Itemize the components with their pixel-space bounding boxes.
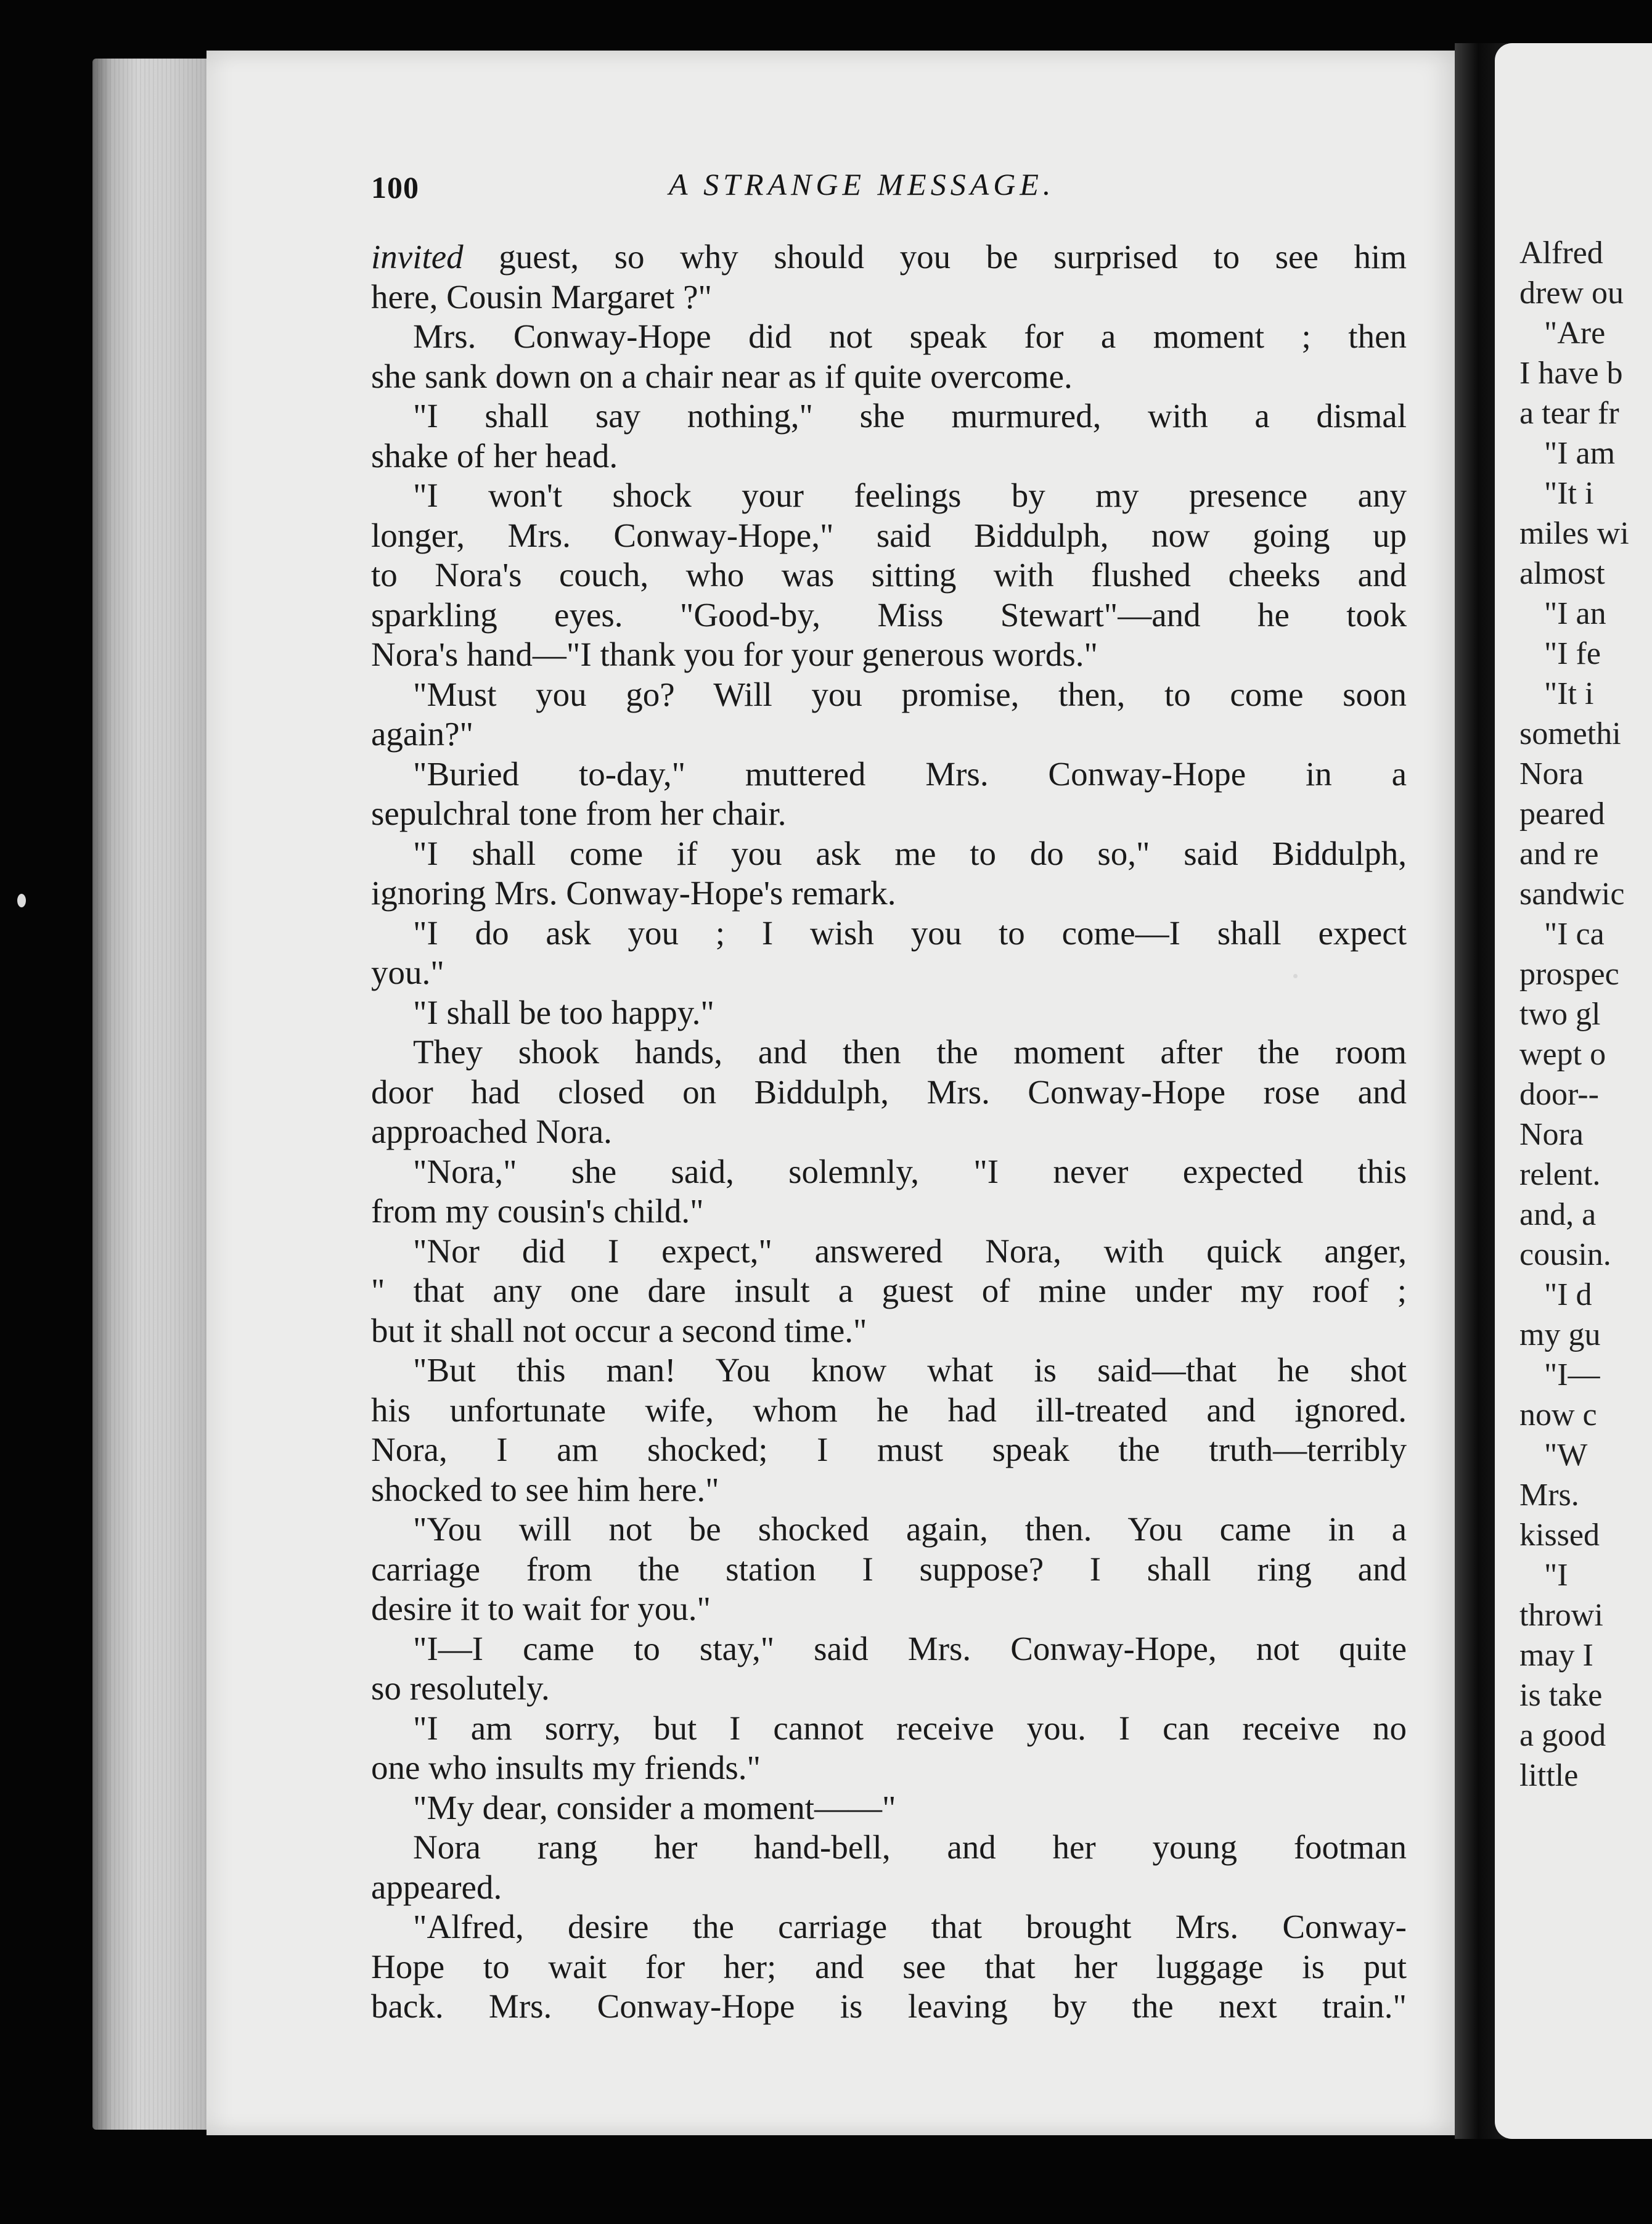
text-line bbox=[371, 794, 1407, 833]
next-page-line: almost bbox=[1519, 556, 1605, 591]
line-text: Hope to wait for her; and see that her luggage is put bbox=[371, 1947, 1407, 1985]
book-page-edges bbox=[92, 59, 222, 2130]
text-line bbox=[371, 1748, 1407, 1788]
line-text: "I shall be too happy." bbox=[413, 993, 714, 1031]
line-text: ignoring Mrs. Conway-Hope's remark. bbox=[371, 874, 896, 912]
text-line bbox=[371, 1629, 1407, 1669]
line-text: Mrs. Conway-Hope did not speak for a moment ; then bbox=[413, 317, 1407, 355]
text-line bbox=[371, 357, 1407, 396]
line-text: so resolutely. bbox=[371, 1669, 550, 1707]
next-page-line: door-- bbox=[1519, 1077, 1599, 1112]
line-text: carriage from the station I suppose? I shall ring and bbox=[371, 1550, 1407, 1588]
line-text: "Buried to-day," muttered Mrs. Conway-Hope in a bbox=[413, 754, 1407, 793]
paper-speck bbox=[1293, 974, 1298, 978]
text-line bbox=[371, 1470, 1407, 1510]
line-text: Nora, I am shocked; I must speak the truth—terribly bbox=[371, 1431, 1407, 1468]
text-line bbox=[371, 1271, 1407, 1310]
next-page-line: a tear fr bbox=[1519, 396, 1619, 431]
next-page-line: Alfred bbox=[1519, 235, 1603, 271]
next-page-line: "I fe bbox=[1544, 636, 1601, 671]
next-page-line: I have b bbox=[1519, 356, 1623, 391]
text-line bbox=[371, 595, 1407, 635]
text-line bbox=[371, 1709, 1407, 1748]
next-page-line: somethi bbox=[1519, 716, 1621, 751]
text-line bbox=[371, 1828, 1407, 1867]
text-line bbox=[371, 1391, 1407, 1430]
text-line bbox=[371, 1550, 1407, 1589]
italic-word: invited bbox=[371, 238, 464, 276]
line-text: approached Nora. bbox=[371, 1113, 612, 1150]
text-line bbox=[371, 277, 1407, 317]
text-line bbox=[371, 1987, 1407, 2026]
next-page-line: now c bbox=[1519, 1397, 1597, 1433]
text-line bbox=[371, 914, 1407, 953]
next-page-line: is take bbox=[1519, 1678, 1603, 1713]
text-line bbox=[371, 237, 1407, 277]
line-text: They shook hands, and then the moment after the room bbox=[413, 1033, 1407, 1071]
line-text: "Must you go? Will you promise, then, to come soon bbox=[413, 675, 1407, 713]
line-text: back. Mrs. Conway-Hope is leaving by the next train." bbox=[371, 1987, 1407, 2025]
text-line bbox=[371, 1947, 1407, 1987]
next-page-line: a good bbox=[1519, 1718, 1606, 1753]
next-page-line: drew ou bbox=[1519, 276, 1624, 311]
next-page-line: "Are bbox=[1544, 316, 1606, 351]
line-text: here, Cousin Margaret ?" bbox=[371, 277, 712, 316]
line-text: his unfortunate wife, whom he had ill-treated and ignored. bbox=[371, 1391, 1407, 1429]
line-text: one who insults my friends." bbox=[371, 1749, 761, 1786]
line-text: sparkling eyes. "Good-by, Miss Stewart"—and he took bbox=[371, 595, 1407, 634]
line-text: "I am sorry, but I cannot receive you. I can receive no bbox=[413, 1709, 1407, 1747]
text-line bbox=[371, 1510, 1407, 1549]
line-text: Nora's hand—"I thank you for your generous words." bbox=[371, 636, 1098, 673]
next-page-line: Mrs. bbox=[1519, 1478, 1579, 1513]
next-page-line: "It i bbox=[1544, 676, 1594, 711]
text-line bbox=[371, 1311, 1407, 1351]
line-text: "Alfred, desire the carriage that brought Mrs. Conway- bbox=[413, 1908, 1407, 1945]
text-line bbox=[371, 1669, 1407, 1708]
line-text: shake of her head. bbox=[371, 436, 618, 475]
next-page-line: prospec bbox=[1519, 957, 1619, 992]
line-text: "I do ask you ; I wish you to come—I shall expect bbox=[413, 914, 1407, 952]
next-page-line: "I ca bbox=[1544, 917, 1605, 952]
text-line bbox=[371, 754, 1407, 794]
next-page-line: Nora bbox=[1519, 1117, 1584, 1152]
next-page-line: relent. bbox=[1519, 1157, 1601, 1192]
next-page-line: my gu bbox=[1519, 1317, 1601, 1352]
text-line bbox=[371, 1032, 1407, 1072]
line-text: appeared. bbox=[371, 1868, 502, 1906]
line-text: guest, so why should you be surprised to see him bbox=[463, 238, 1407, 276]
text-line bbox=[371, 714, 1407, 754]
next-page-line: kissed bbox=[1519, 1518, 1600, 1553]
next-page-line: throwi bbox=[1519, 1598, 1603, 1633]
next-page-line: "I an bbox=[1544, 596, 1606, 631]
text-line bbox=[371, 1907, 1407, 1947]
line-text: she sank down on a chair near as if quite overcome. bbox=[371, 357, 1073, 395]
text-line bbox=[371, 635, 1407, 674]
next-page-line: "I d bbox=[1544, 1277, 1592, 1312]
running-title: A STRANGE MESSAGE. bbox=[669, 167, 1055, 202]
text-line bbox=[371, 1868, 1407, 1907]
line-text: "I—I came to stay," said Mrs. Conway-Hope, not quite bbox=[413, 1629, 1407, 1667]
line-text: desire it to wait for you." bbox=[371, 1590, 711, 1627]
line-text: again?" bbox=[371, 715, 473, 753]
right-page-fragment bbox=[1495, 43, 1652, 2139]
line-text: longer, Mrs. Conway-Hope," said Biddulph, now going up bbox=[371, 516, 1407, 554]
line-text: Nora rang her hand-bell, and her young footman bbox=[413, 1828, 1407, 1866]
next-page-line: cousin. bbox=[1519, 1237, 1611, 1272]
next-page-line: "I— bbox=[1544, 1357, 1600, 1392]
next-page-line: "I bbox=[1544, 1558, 1568, 1593]
next-page-line: "I am bbox=[1544, 436, 1616, 471]
text-line bbox=[371, 993, 1407, 1032]
line-text: from my cousin's child." bbox=[371, 1192, 704, 1230]
line-text: door had closed on Biddulph, Mrs. Conway-Hope rose and bbox=[371, 1073, 1407, 1111]
line-text: to Nora's couch, who was sitting with flushed cheeks and bbox=[371, 556, 1407, 594]
next-page-line: and, a bbox=[1519, 1197, 1597, 1232]
line-text: "Nora," she said, solemnly, "I never expected this bbox=[413, 1152, 1407, 1190]
text-line bbox=[371, 555, 1407, 595]
line-text: "I shall come if you ask me to do so," said Biddulph, bbox=[413, 834, 1407, 872]
text-line bbox=[371, 1788, 1407, 1828]
next-page-line: wept o bbox=[1519, 1037, 1606, 1072]
next-page-line: miles wi bbox=[1519, 516, 1629, 551]
line-text: "I shall say nothing," she murmured, with a dismal bbox=[413, 397, 1407, 435]
text-line bbox=[371, 1232, 1407, 1271]
text-line bbox=[371, 1112, 1407, 1151]
page-number: 100 bbox=[371, 170, 419, 205]
text-line bbox=[371, 317, 1407, 356]
line-text: "Nor did I expect," answered Nora, with quick anger, bbox=[413, 1232, 1407, 1270]
text-line bbox=[371, 873, 1407, 913]
text-line bbox=[371, 1152, 1407, 1192]
text-line bbox=[371, 516, 1407, 555]
next-page-line: peared bbox=[1519, 796, 1605, 832]
text-line bbox=[371, 1073, 1407, 1112]
text-line bbox=[371, 834, 1407, 873]
text-line bbox=[371, 1192, 1407, 1231]
line-text: shocked to see him here." bbox=[371, 1470, 719, 1508]
text-line bbox=[371, 675, 1407, 714]
text-line bbox=[371, 396, 1407, 436]
next-page-line: sandwic bbox=[1519, 877, 1625, 912]
next-page-line: two gl bbox=[1519, 997, 1601, 1032]
line-text: "My dear, consider a moment——" bbox=[413, 1788, 896, 1826]
text-line bbox=[371, 436, 1407, 476]
text-line bbox=[371, 1430, 1407, 1470]
line-text: you." bbox=[371, 954, 444, 991]
line-text: sepulchral tone from her chair. bbox=[371, 795, 787, 832]
next-page-line: Nora bbox=[1519, 756, 1584, 791]
line-text: but it shall not occur a second time." bbox=[371, 1311, 867, 1349]
next-page-line: little bbox=[1519, 1758, 1579, 1793]
next-page-line: may I bbox=[1519, 1638, 1593, 1673]
line-text: "But this man! You know what is said—that he shot bbox=[413, 1351, 1407, 1389]
text-line bbox=[371, 476, 1407, 515]
text-line bbox=[371, 953, 1407, 992]
line-text: " that any one dare insult a guest of mine under my roof ; bbox=[371, 1272, 1407, 1309]
next-page-line: "It i bbox=[1544, 476, 1594, 511]
text-line bbox=[371, 1351, 1407, 1390]
paper-speck bbox=[17, 894, 26, 907]
line-text: "You will not be shocked again, then. You came in a bbox=[413, 1510, 1407, 1548]
next-page-line: "W bbox=[1544, 1437, 1588, 1473]
text-line bbox=[371, 1589, 1407, 1629]
next-page-line: and re bbox=[1519, 836, 1599, 872]
line-text: "I won't shock your feelings by my presence any bbox=[413, 476, 1407, 514]
